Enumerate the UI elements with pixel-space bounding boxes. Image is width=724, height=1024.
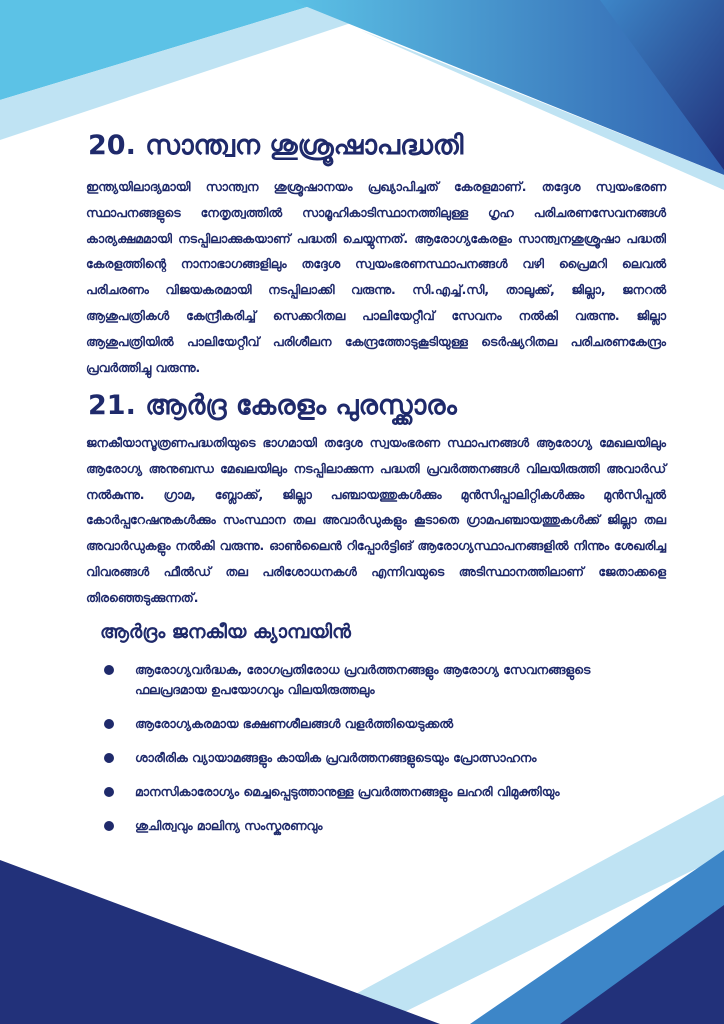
campaign-item-text: ശാരീരിക വ്യായാമങ്ങളും കായിക പ്രവർത്തനങ്ങളുടെയും പ്രോത്സാഹനം: [135, 750, 537, 765]
campaign-item-text: മാനസികാരോഗ്യം മെച്ചപ്പെടുത്താനുള്ള പ്രവർത്തനങ്ങളും ലഹരി വിമുക്തിയും: [135, 784, 560, 799]
campaign-title: ആർദ്രം ജനകീയ ക്യാമ്പയിൻ: [100, 621, 351, 643]
campaign-list: [100, 660, 660, 850]
campaign-list-item: [100, 782, 660, 802]
section-21-body: ജനകീയാസൂത്രണപദ്ധതിയുടെ ഭാഗമായി തദ്ദേശ സ്വയംഭരണ സ്ഥാപനങ്ങൾ ആരോഗ്യ മേഖലയിലും ആരോഗ്യ അനുബന്ധ മേഖലയിലും നടപ്പിലാക്കുന്ന പദ്ധതി പ്രവർത്തനങ്ങൾ വിലയിരുത്തി അവാർഡ് നൽകുന്നു. ഗ്രാമ, ബ്ലോക്ക്, ജില്ലാ പഞ്ചായത്തുകൾക്കും മുൻസിപ്പാലിറ്റികൾക്കും മുൻസിപ്പൽ കോർപ്പറേഷനുകൾക്കും സംസ്ഥാന തല അവാർഡുകളും കൂടാതെ ഗ്രാമപഞ്ചായത്തുകൾക്ക് ജില്ലാ തല അവാർഡുകളും നൽകി വരുന്നു. ഓൺലൈൻ റിപ്പോർട്ടിങ് ആരോഗ്യസ്ഥാപനങ്ങളിൽ നിന്നും ശേഖരിച്ച വിവരങ്ങൾ ഫീൽഡ് തല പരിശോധനകൾ എന്നിവയുടെ അടിസ്ഥാനത്തിലാണ് ജേതാക്കളെ തിരഞ്ഞെടുക്കുന്നത്.: [86, 435, 666, 605]
campaign-list-item: [100, 660, 660, 700]
campaign-item-text: ആരോഗ്യകരമായ ഭക്ഷണശീലങ്ങൾ വളർത്തിയെടുക്കൽ: [135, 716, 454, 731]
bullet-icon: [104, 665, 114, 675]
bullet-icon: [104, 821, 114, 831]
campaign-list-item: [100, 816, 660, 836]
campaign-item-text: ആരോഗ്യവർദ്ധക, രോഗപ്രതിരോധ പ്രവർത്തനങ്ങളും ആരോഗ്യ സേവനങ്ങളുടെ ഫലപ്രദമായ ഉപയോഗവും വിലയിരുത്തലും: [135, 662, 591, 697]
campaign-list-item: [100, 748, 660, 768]
section-20-body: ഇന്ത്യയിലാദ്യമായി സാന്ത്വന ശുശ്രൂഷാനയം പ്രഖ്യാപിച്ചത് കേരളമാണ്. തദ്ദേശ സ്വയംഭരണ സ്ഥാപനങ്ങളുടെ നേതൃത്വത്തിൽ സാമൂഹികാടിസ്ഥാനത്തിലുള്ള ഗൃഹ പരിചരണസേവനങ്ങൾ കാര്യക്ഷമമായി നടപ്പിലാക്കുകയാണ് പദ്ധതി ചെയ്യുന്നത്. ആരോഗ്യകേരളം സാന്ത്വനശുശ്രൂഷാ പദ്ധതി കേരളത്തിന്റെ നാനാഭാഗങ്ങളിലും തദ്ദേശ സ്വയംഭരണസ്ഥാപനങ്ങൾ വഴി പ്രൈമറി ലെവൽ പരിചരണം വിജയകരമായി നടപ്പിലാക്കി വരുന്നു. സി.എച്ച്.സി, താലൂക്ക്, ജില്ലാ, ജനറൽ ആശുപത്രികൾ കേന്ദ്രീകരിച്ച് സെക്കറിതല പാലിയേറ്റീവ് സേവനം നൽകി വരുന്നു. ജില്ലാ ആശുപത്രിയിൽ പാലിയേറ്റീവ് പരിശീലന കേന്ദ്രത്തോടുകൂടിയുള്ള ടെർഷ്യറിതല പരിചരണകേന്ദ്രം പ്രവർത്തിച്ചു വരുന്നു.: [86, 179, 666, 375]
campaign-item-text: ശുചിത്വവും മാലിന്യ സംസ്കരണവും: [135, 818, 323, 833]
bullet-icon: [104, 787, 114, 797]
campaign-list-item: [100, 714, 660, 734]
bullet-icon: [104, 719, 114, 729]
section-20-title: 20. സാന്ത്വന ശുശ്രൂഷാപദ്ധതി: [88, 130, 464, 161]
bullet-icon: [104, 753, 114, 763]
section-21-title: 21. ആർദ്ര കേരളം പുരസ്ക്കാരം: [88, 390, 457, 421]
